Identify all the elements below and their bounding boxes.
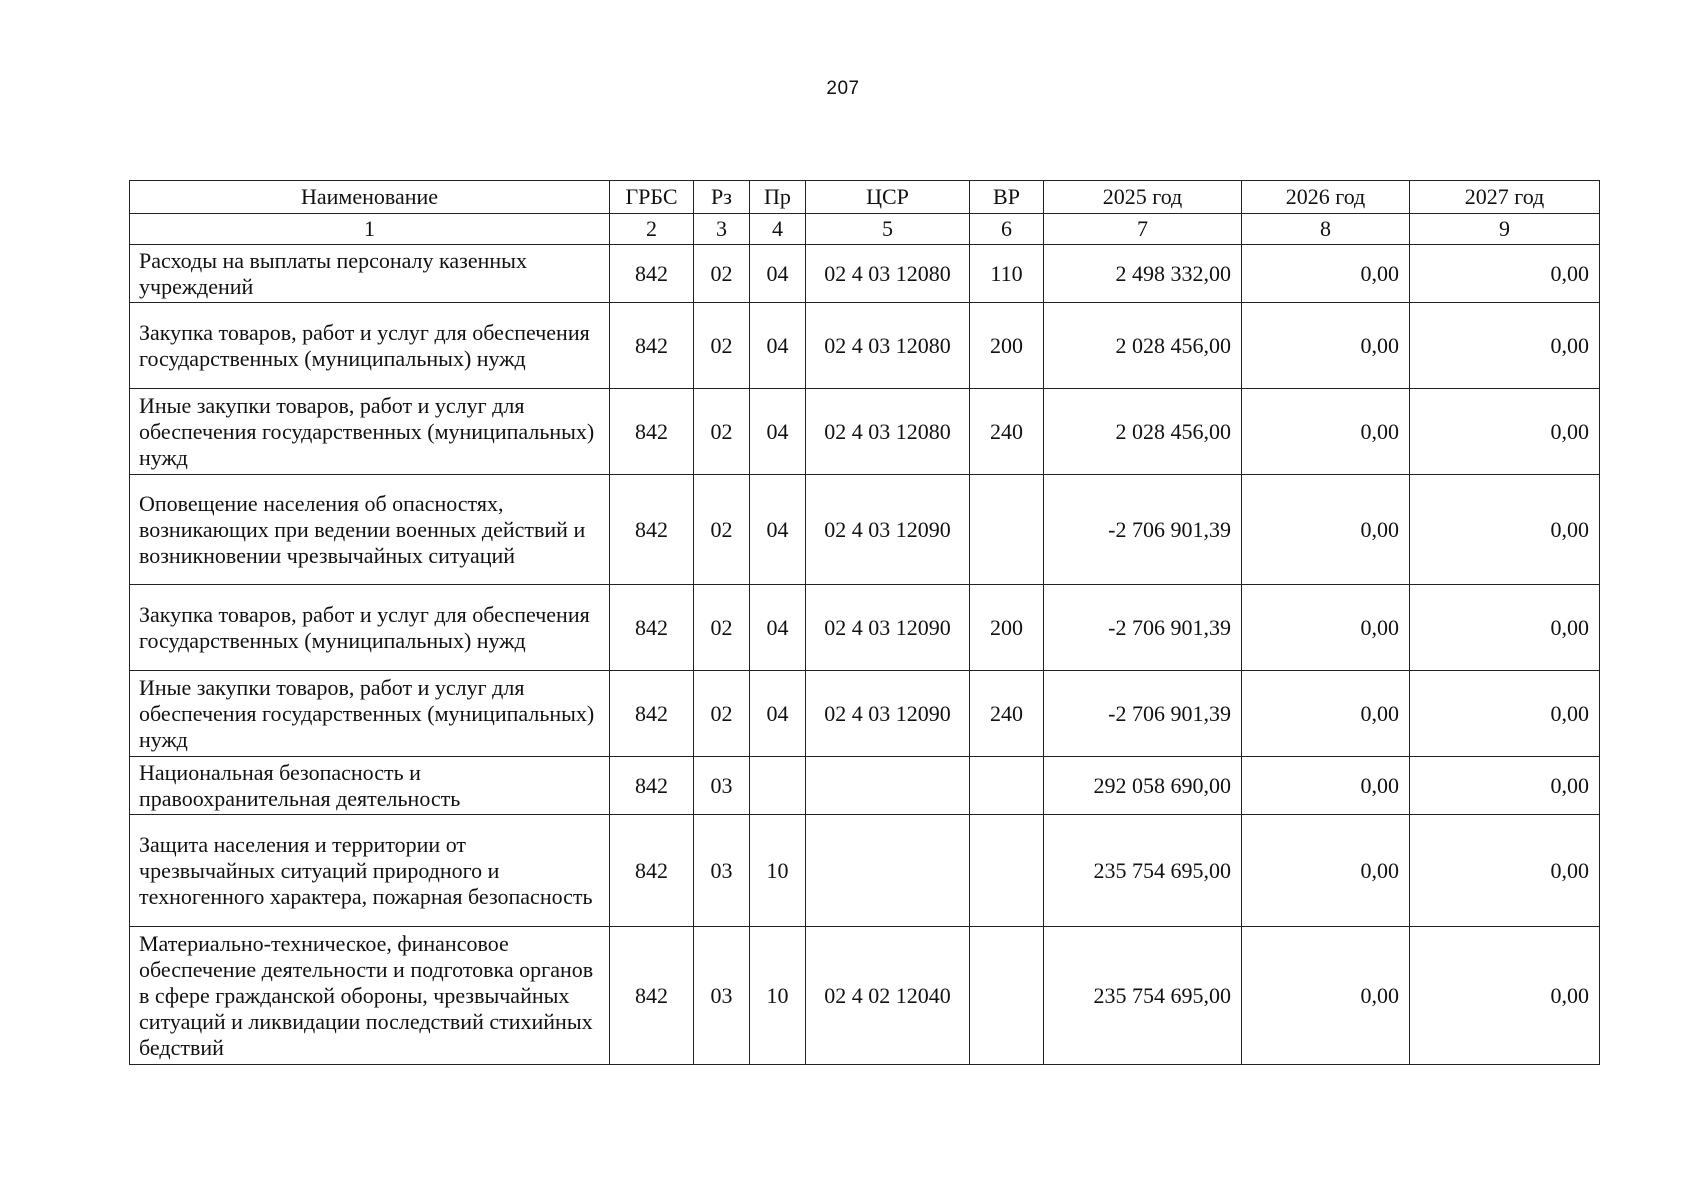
row-amount-2027: 0,00 — [1410, 757, 1600, 815]
row-vr: 240 — [970, 389, 1044, 475]
row-amount-2026: 0,00 — [1242, 927, 1410, 1065]
row-amount-2025: 2 028 456,00 — [1044, 389, 1242, 475]
row-amount-2026: 0,00 — [1242, 585, 1410, 671]
row-name: Национальная безопасность и правоохранительная деятельность — [130, 757, 610, 815]
row-amount-2027: 0,00 — [1410, 475, 1600, 585]
row-grbs: 842 — [610, 671, 694, 757]
row-grbs: 842 — [610, 303, 694, 389]
row-rz: 02 — [694, 585, 750, 671]
header-cell-2026: 2026 год — [1242, 181, 1410, 214]
row-grbs: 842 — [610, 585, 694, 671]
row-grbs: 842 — [610, 815, 694, 927]
header-cell-2027: 2027 год — [1410, 181, 1600, 214]
table-row — [130, 389, 1600, 475]
row-pr: 04 — [750, 389, 806, 475]
row-csr — [806, 815, 970, 927]
header-cell-2025: 2025 год — [1044, 181, 1242, 214]
column-number-row — [130, 214, 1600, 245]
row-vr: 110 — [970, 245, 1044, 303]
row-csr: 02 4 02 12040 — [806, 927, 970, 1065]
row-amount-2026: 0,00 — [1242, 757, 1410, 815]
row-amount-2025: 292 058 690,00 — [1044, 757, 1242, 815]
page-number: 207 — [826, 78, 860, 99]
column-number: 8 — [1242, 214, 1410, 245]
table-row — [130, 757, 1600, 815]
table-row — [130, 475, 1600, 585]
row-pr: 10 — [750, 927, 806, 1065]
row-grbs: 842 — [610, 389, 694, 475]
header-cell-grbs: ГРБС — [610, 181, 694, 214]
row-pr: 04 — [750, 303, 806, 389]
column-number: 5 — [806, 214, 970, 245]
header-cell-vr: ВР — [970, 181, 1044, 214]
header-row — [130, 181, 1600, 214]
row-grbs: 842 — [610, 475, 694, 585]
row-amount-2027: 0,00 — [1410, 671, 1600, 757]
row-amount-2027: 0,00 — [1410, 303, 1600, 389]
row-name: Расходы на выплаты персоналу казенных учреждений — [130, 245, 610, 303]
header-cell-csr: ЦСР — [806, 181, 970, 214]
row-vr — [970, 475, 1044, 585]
row-rz: 03 — [694, 757, 750, 815]
row-csr: 02 4 03 12090 — [806, 475, 970, 585]
row-amount-2025: -2 706 901,39 — [1044, 671, 1242, 757]
row-rz: 02 — [694, 245, 750, 303]
row-pr: 10 — [750, 815, 806, 927]
row-vr — [970, 815, 1044, 927]
row-amount-2027: 0,00 — [1410, 389, 1600, 475]
column-number: 6 — [970, 214, 1044, 245]
table-row — [130, 303, 1600, 389]
row-csr: 02 4 03 12080 — [806, 389, 970, 475]
row-name: Иные закупки товаров, работ и услуг для обеспечения государственных (муниципальных) нужд — [130, 389, 610, 475]
row-pr — [750, 757, 806, 815]
row-csr: 02 4 03 12090 — [806, 671, 970, 757]
row-amount-2026: 0,00 — [1242, 245, 1410, 303]
row-name: Оповещение населения об опасностях, возникающих при ведении военных действий и возникновении чрезвычайных ситуаций — [130, 475, 610, 585]
row-rz: 02 — [694, 475, 750, 585]
column-number: 2 — [610, 214, 694, 245]
row-amount-2026: 0,00 — [1242, 671, 1410, 757]
row-amount-2027: 0,00 — [1410, 815, 1600, 927]
row-vr: 200 — [970, 585, 1044, 671]
row-vr: 200 — [970, 303, 1044, 389]
budget-table — [129, 180, 1600, 1065]
column-number: 1 — [130, 214, 610, 245]
row-vr — [970, 757, 1044, 815]
row-rz: 03 — [694, 815, 750, 927]
row-rz: 02 — [694, 389, 750, 475]
row-vr — [970, 927, 1044, 1065]
row-amount-2027: 0,00 — [1410, 585, 1600, 671]
row-amount-2025: 2 498 332,00 — [1044, 245, 1242, 303]
row-csr — [806, 757, 970, 815]
row-amount-2026: 0,00 — [1242, 303, 1410, 389]
row-amount-2025: 2 028 456,00 — [1044, 303, 1242, 389]
row-grbs: 842 — [610, 757, 694, 815]
row-amount-2026: 0,00 — [1242, 475, 1410, 585]
table-row — [130, 671, 1600, 757]
row-rz: 02 — [694, 671, 750, 757]
row-name: Материально-техническое, финансовое обеспечение деятельности и подготовка органов в сфере гражданской обороны, чрезвычайных ситуаций и ликвидации последствий стихийных бедствий — [130, 927, 610, 1065]
row-amount-2025: 235 754 695,00 — [1044, 815, 1242, 927]
row-amount-2027: 0,00 — [1410, 245, 1600, 303]
row-grbs: 842 — [610, 245, 694, 303]
row-name: Закупка товаров, работ и услуг для обеспечения государственных (муниципальных) нужд — [130, 303, 610, 389]
header-cell-pr: Пр — [750, 181, 806, 214]
row-amount-2027: 0,00 — [1410, 927, 1600, 1065]
column-number: 9 — [1410, 214, 1600, 245]
table-row — [130, 927, 1600, 1065]
column-number: 7 — [1044, 214, 1242, 245]
column-number: 4 — [750, 214, 806, 245]
row-csr: 02 4 03 12090 — [806, 585, 970, 671]
table-row — [130, 245, 1600, 303]
row-vr: 240 — [970, 671, 1044, 757]
row-amount-2025: -2 706 901,39 — [1044, 585, 1242, 671]
row-rz: 02 — [694, 303, 750, 389]
row-rz: 03 — [694, 927, 750, 1065]
row-name: Закупка товаров, работ и услуг для обеспечения государственных (муниципальных) нужд — [130, 585, 610, 671]
column-number: 3 — [694, 214, 750, 245]
row-pr: 04 — [750, 585, 806, 671]
row-name: Защита населения и территории от чрезвычайных ситуаций природного и техногенного характера, пожарная безопасность — [130, 815, 610, 927]
row-amount-2026: 0,00 — [1242, 389, 1410, 475]
row-name: Иные закупки товаров, работ и услуг для обеспечения государственных (муниципальных) нужд — [130, 671, 610, 757]
row-grbs: 842 — [610, 927, 694, 1065]
row-csr: 02 4 03 12080 — [806, 245, 970, 303]
row-pr: 04 — [750, 671, 806, 757]
table-row — [130, 585, 1600, 671]
row-amount-2025: 235 754 695,00 — [1044, 927, 1242, 1065]
row-pr: 04 — [750, 245, 806, 303]
header-cell-rz: Рз — [694, 181, 750, 214]
row-amount-2025: -2 706 901,39 — [1044, 475, 1242, 585]
row-pr: 04 — [750, 475, 806, 585]
row-amount-2026: 0,00 — [1242, 815, 1410, 927]
header-cell-name: Наименование — [130, 181, 610, 214]
table-row — [130, 815, 1600, 927]
row-csr: 02 4 03 12080 — [806, 303, 970, 389]
